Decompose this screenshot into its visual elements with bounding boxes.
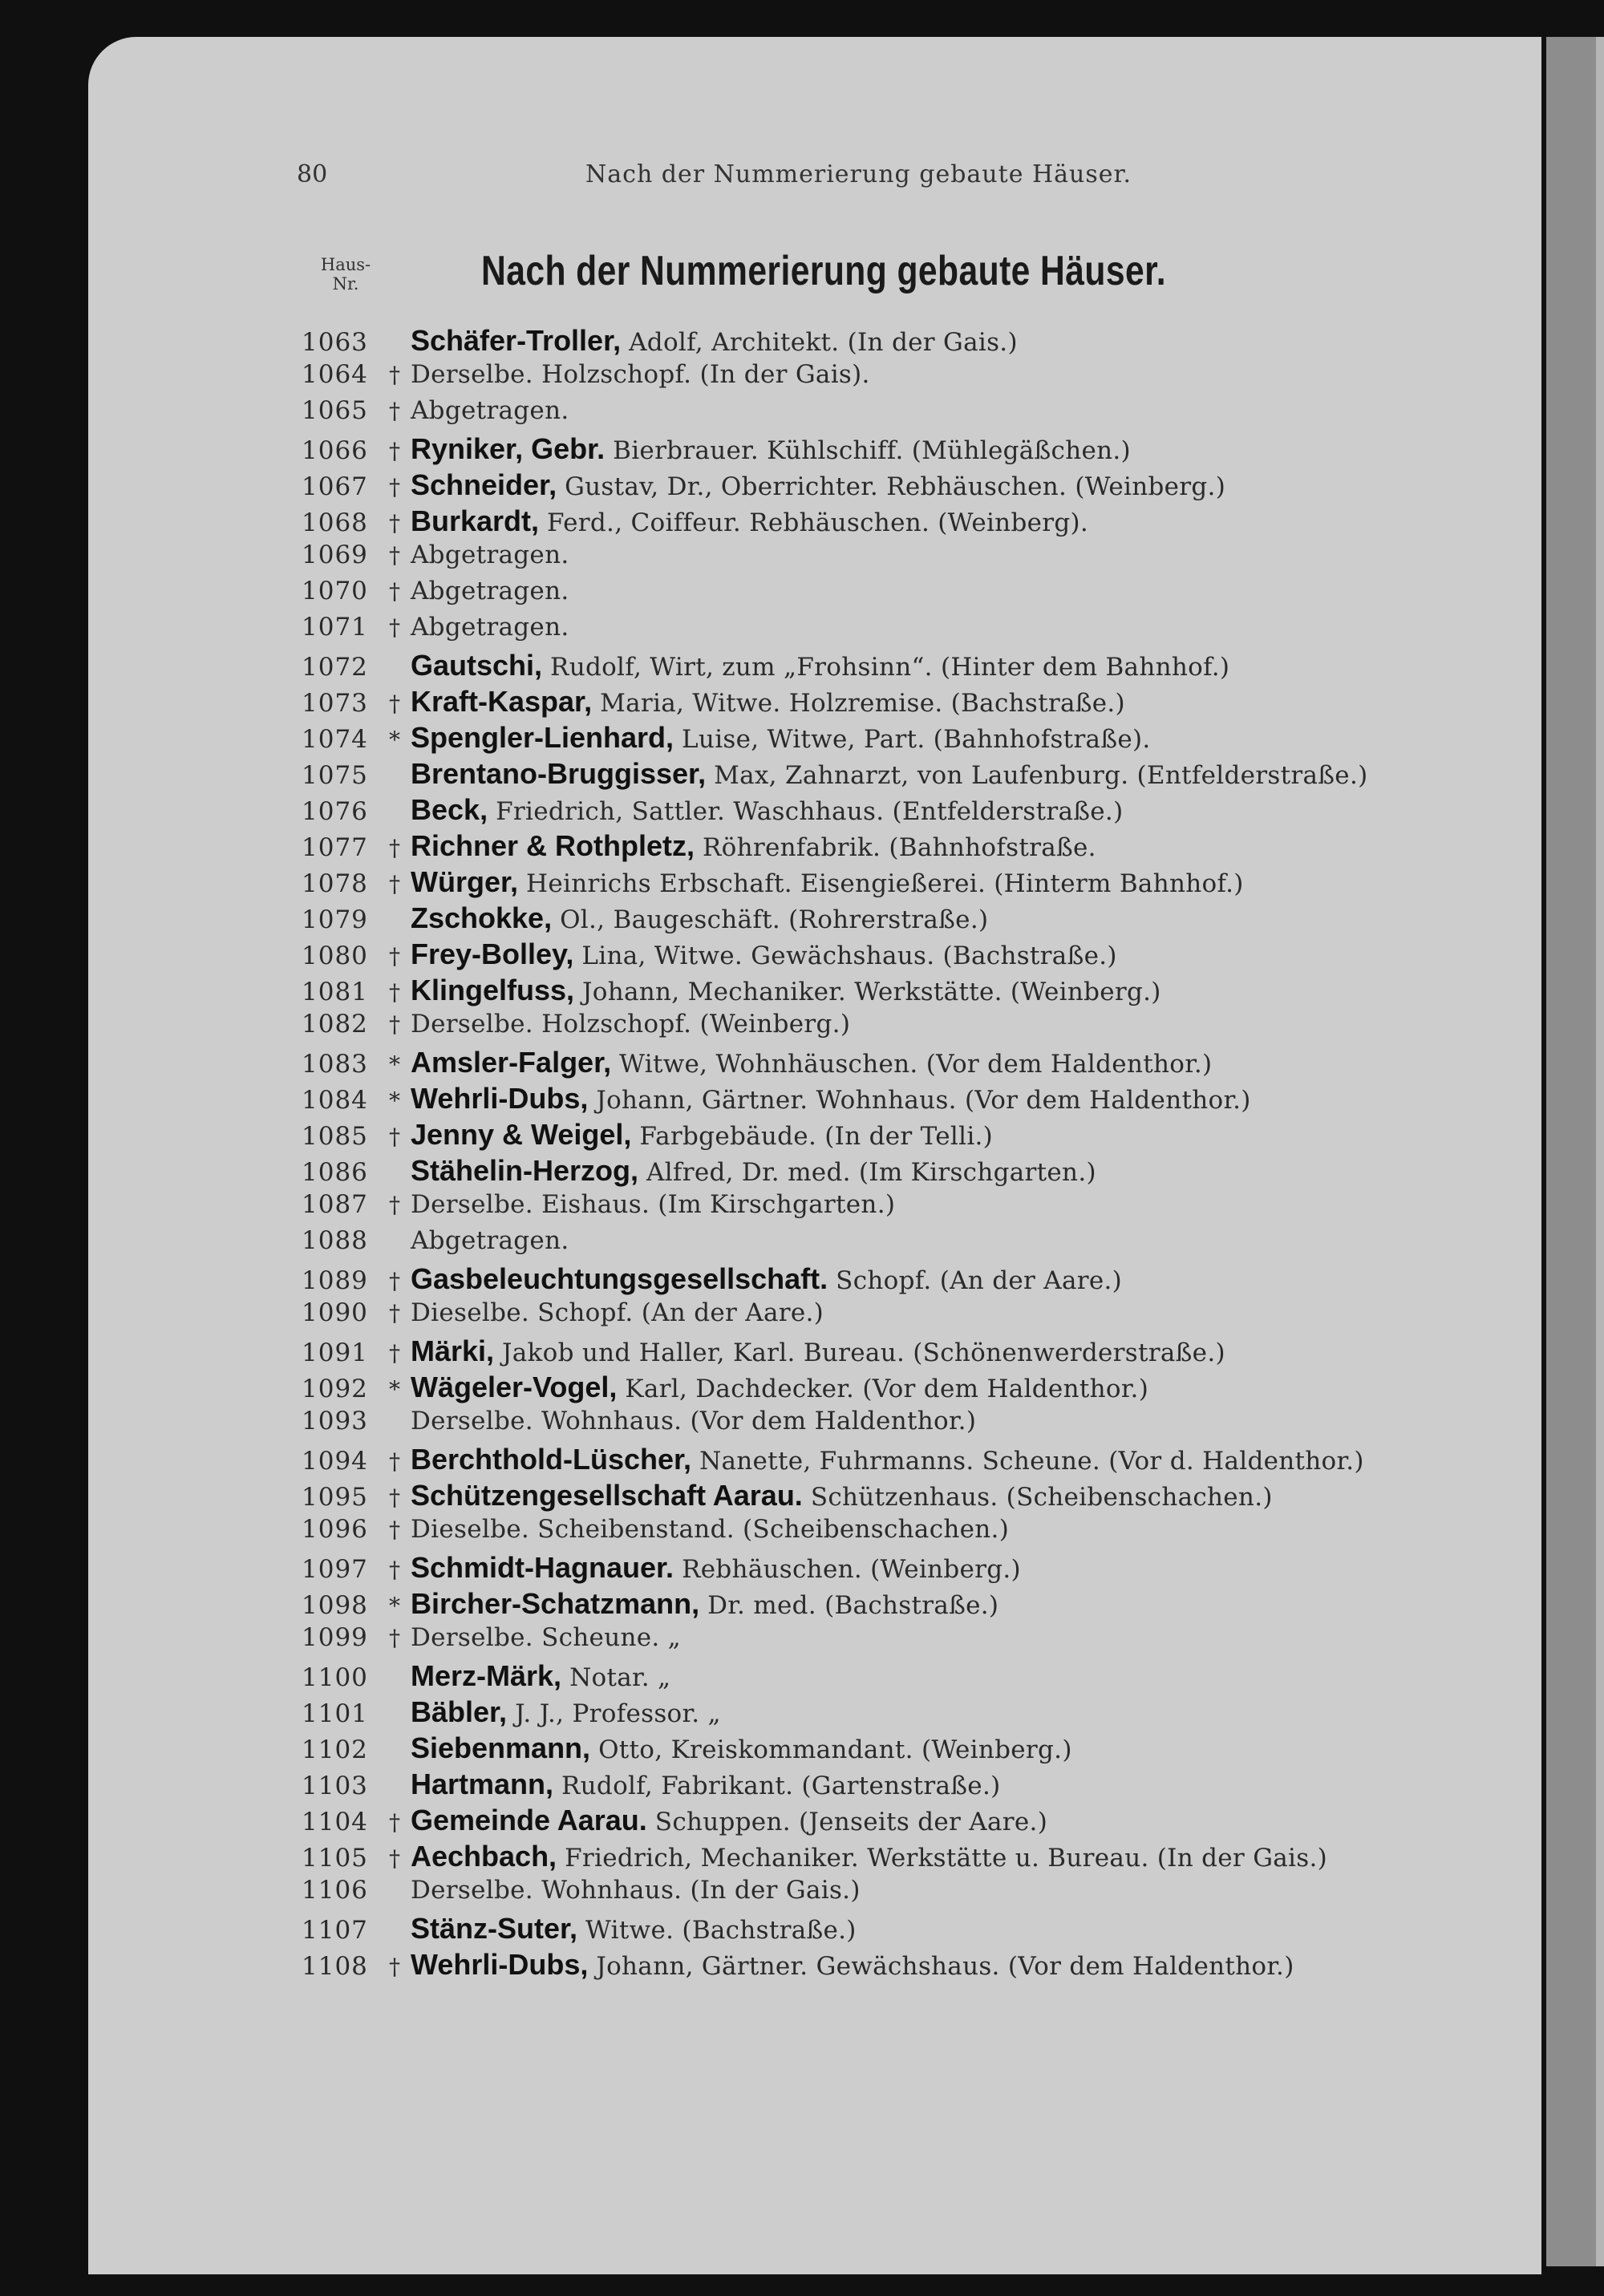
list-item [302,324,1505,360]
entry-mark: † [389,362,400,388]
house-number: 1101 [302,1699,368,1728]
entry-mark: † [389,1557,400,1583]
owner-name: Würger, [411,865,519,898]
owner-name: Siebenmann, [411,1731,591,1764]
entry-mark: † [389,1625,400,1651]
entry-description: J. J., Professor. „ [515,1699,721,1728]
house-number: 1081 [302,978,368,1006]
list-item [302,1515,1505,1551]
owner-name: Gasbeleuchtungsgesellschaft. [411,1262,828,1295]
entry-mark: † [389,578,400,605]
entry-description: Röhrenfabrik. (Bahnhofstraße. [703,833,1096,862]
entry-description: Gustav, Dr., Oberrichter. Rebhäuschen. (Weinberg.) [565,472,1226,501]
owner-name: Stänz-Suter, [411,1912,578,1945]
entry-mark: † [389,398,400,424]
page-number: 80 [297,160,328,188]
list-item [302,396,1505,432]
entry-mark: † [389,614,400,641]
entry-mark: † [389,1011,400,1038]
entry-description: Jakob und Haller, Karl. Bureau. (Schönenwerderstraße.) [502,1338,1225,1367]
list-item [302,1443,1505,1479]
house-number: 1071 [302,613,368,642]
entry-description: Abgetragen. [411,396,569,425]
owner-name: Ryniker, Gebr. [411,432,606,465]
list-item [302,721,1505,757]
house-number: 1108 [302,1952,368,1981]
house-number: 1070 [302,577,368,605]
list-item [302,901,1505,937]
owner-name: Burkardt, [411,504,540,537]
house-number: 1080 [302,941,368,970]
house-number: 1069 [302,541,368,569]
list-item [302,1371,1505,1407]
house-number: 1106 [302,1876,368,1905]
list-item [302,1082,1505,1118]
house-number: 1097 [302,1555,368,1584]
owner-name: Schneider, [411,468,557,501]
list-item [302,360,1505,396]
entry-description: Notar. „ [569,1663,671,1692]
entry-mark: † [389,1448,400,1475]
entry-description: Nanette, Fuhrmanns. Scheune. (Vor d. Haldenthor.) [699,1447,1364,1476]
house-number: 1093 [302,1407,368,1436]
entry-mark: † [389,1268,400,1294]
entry-description: Ferd., Coiffeur. Rebhäuschen. (Weinberg). [547,508,1089,537]
owner-name: Berchthold-Lüscher, [411,1443,692,1476]
entry-description: Derselbe. Holzschopf. (Weinberg.) [411,1010,851,1039]
list-item [302,504,1505,541]
owner-name: Schäfer-Troller, [411,324,622,357]
entry-description: Otto, Kreiskommandant. (Weinberg.) [598,1735,1072,1764]
entry-description: Abgetragen. [411,613,569,642]
adjacent-page-edge [1546,37,1596,2266]
entry-description: Johann, Gärtner. Wohnhaus. (Vor dem Haldenthor.) [596,1086,1251,1115]
entry-mark: † [389,1809,400,1836]
owner-name: Merz-Märk, [411,1659,562,1692]
house-number: 1077 [302,833,368,862]
owner-name: Amsler-Falger, [411,1046,612,1079]
list-item [302,432,1505,468]
owner-name: Gautschi, [411,649,543,682]
list-item [302,1587,1505,1623]
list-item [302,1876,1505,1912]
owner-name: Wägeler-Vogel, [411,1371,618,1403]
owner-name: Stähelin-Herzog, [411,1154,639,1187]
entry-description: Schopf. (An der Aare.) [836,1266,1123,1295]
house-number: 1104 [302,1808,368,1836]
entry-description: Friedrich, Sattler. Waschhaus. (Entfelderstraße.) [496,797,1124,826]
list-item [302,1912,1505,1948]
house-number: 1075 [302,761,368,790]
entry-mark: * [389,1376,400,1403]
entry-mark: † [389,510,400,537]
house-number: 1063 [302,328,368,357]
list-item [302,1623,1505,1659]
owner-name: Gemeinde Aarau. [411,1804,647,1836]
entry-description: Rudolf, Fabrikant. (Gartenstraße.) [561,1772,1001,1800]
entry-mark: * [389,1593,400,1619]
entry-description: Bierbrauer. Kühlschiff. (Mühlegäßchen.) [613,436,1131,465]
house-number: 1082 [302,1010,368,1039]
entry-description: Abgetragen. [411,541,569,569]
owner-name: Richner & Rothpletz, [411,829,695,862]
house-number: 1100 [302,1663,368,1692]
house-number: 1085 [302,1122,368,1151]
owner-name: Frey-Bolley, [411,937,574,970]
column-header [310,255,382,294]
entry-description: Max, Zahnarzt, von Laufenburg. (Entfelderstraße.) [714,761,1368,790]
house-number: 1067 [302,472,368,501]
entry-description: Rudolf, Wirt, zum „Frohsinn“. (Hinter dem Bahnhof.) [550,653,1230,682]
entry-mark: † [389,542,400,569]
entry-description: Farbgebäude. (In der Telli.) [639,1122,994,1151]
house-number: 1066 [302,436,368,465]
list-item [302,1154,1505,1190]
house-number: 1065 [302,396,368,425]
entry-description: Derselbe. Eishaus. (Im Kirschgarten.) [411,1190,896,1219]
entry-description: Alfred, Dr. med. (Im Kirschgarten.) [646,1158,1096,1187]
entry-description: Dieselbe. Scheibenstand. (Scheibenschachen.) [411,1515,1010,1544]
entry-mark: † [389,1192,400,1218]
owner-name: Hartmann, [411,1768,554,1800]
house-number: 1091 [302,1338,368,1367]
entry-description: Dr. med. (Bachstraße.) [707,1591,999,1620]
house-number: 1068 [302,508,368,537]
entry-description: Schuppen. (Jenseits der Aare.) [654,1808,1048,1836]
owner-name: Zschokke, [411,901,553,934]
entry-mark: * [389,1087,400,1114]
house-number: 1103 [302,1772,368,1800]
list-item [302,649,1505,685]
entry-mark: † [389,690,400,717]
owner-name: Schmidt-Hagnauer. [411,1551,674,1584]
house-number: 1098 [302,1591,368,1620]
house-number: 1096 [302,1515,368,1544]
entry-description: Abgetragen. [411,577,569,605]
house-number: 1105 [302,1844,368,1873]
list-item [302,541,1505,577]
house-number: 1078 [302,869,368,898]
house-number: 1084 [302,1086,368,1115]
list-item [302,1731,1505,1768]
owner-name: Brentano-Bruggisser, [411,757,707,790]
list-item [302,974,1505,1010]
entry-description: Luise, Witwe, Part. (Bahnhofstraße). [682,725,1151,754]
entry-mark: † [389,1340,400,1367]
list-item [302,1262,1505,1298]
entry-description: Adolf, Architekt. (In der Gais.) [629,328,1018,357]
entry-description: Derselbe. Scheune. „ [411,1623,682,1652]
list-item [302,1190,1505,1226]
owner-name: Bircher-Schatzmann, [411,1587,700,1620]
house-list [302,324,1505,1984]
owner-name: Spengler-Lienhard, [411,721,674,754]
entry-description: Schützenhaus. (Scheibenschachen.) [810,1483,1273,1512]
entry-mark: † [389,835,400,861]
list-item [302,577,1505,613]
house-number: 1072 [302,653,368,682]
entry-description: Witwe, Wohnhäuschen. (Vor dem Haldenthor.) [619,1050,1213,1079]
page-title: Nach der Nummerierung gebaute Häuser. [481,248,1167,294]
column-header-line-2: Nr. [332,274,359,294]
house-number: 1094 [302,1447,368,1476]
entry-description: Heinrichs Erbschaft. Eisengießerei. (Hinterm Bahnhof.) [526,869,1244,898]
entry-mark: * [389,1051,400,1078]
owner-name: Aechbach, [411,1840,557,1873]
owner-name: Bäbler, [411,1695,508,1728]
house-number: 1076 [302,797,368,826]
entry-description: Abgetragen. [411,1226,569,1255]
list-item [302,1948,1505,1984]
column-header-line-1: Haus- [320,255,371,274]
owner-name: Wehrli-Dubs, [411,1948,589,1981]
list-item [302,793,1505,829]
list-item [302,1046,1505,1082]
entry-mark: † [389,1124,400,1150]
list-item [302,829,1505,865]
house-number: 1099 [302,1623,368,1652]
entry-description: Derselbe. Wohnhaus. (In der Gais.) [411,1876,861,1905]
house-number: 1089 [302,1266,368,1295]
entry-description: Friedrich, Mechaniker. Werkstätte u. Bureau. (In der Gais.) [565,1844,1328,1873]
house-number: 1064 [302,360,368,389]
entry-mark: † [389,871,400,897]
entry-mark: † [389,474,400,500]
owner-name: Märki, [411,1334,495,1367]
owner-name: Schützengesellschaft Aarau. [411,1479,803,1512]
entry-description: Derselbe. Wohnhaus. (Vor dem Haldenthor.) [411,1407,977,1436]
entry-mark: † [389,1516,400,1543]
house-number: 1092 [302,1375,368,1403]
entry-mark: † [389,943,400,970]
house-number: 1079 [302,905,368,934]
owner-name: Kraft-Kaspar, [411,685,593,718]
list-item [302,1479,1505,1515]
house-number: 1088 [302,1226,368,1255]
owner-name: Klingelfuss, [411,974,575,1006]
owner-name: Jenny & Weigel, [411,1118,632,1151]
owner-name: Wehrli-Dubs, [411,1082,589,1115]
list-item [302,1298,1505,1334]
list-item [302,1010,1505,1046]
entry-description: Derselbe. Holzschopf. (In der Gais). [411,360,870,389]
house-number: 1086 [302,1158,368,1187]
house-number: 1074 [302,725,368,754]
list-item [302,1226,1505,1262]
list-item [302,1659,1505,1695]
entry-description: Lina, Witwe. Gewächshaus. (Bachstraße.) [581,941,1117,970]
list-item [302,685,1505,721]
entry-description: Dieselbe. Schopf. (An der Aare.) [411,1298,824,1327]
list-item [302,1804,1505,1840]
entry-mark: † [389,1845,400,1872]
list-item [302,1551,1505,1587]
house-number: 1083 [302,1050,368,1079]
entry-description: Karl, Dachdecker. (Vor dem Haldenthor.) [625,1375,1149,1403]
entry-description: Ol., Baugeschäft. (Rohrerstraße.) [560,905,989,934]
list-item [302,1334,1505,1371]
list-item [302,1118,1505,1154]
entry-description: Johann, Mechaniker. Werkstätte. (Weinberg.) [582,978,1161,1006]
adjacent-page-edge-light [1596,37,1604,2266]
entry-description: Rebhäuschen. (Weinberg.) [682,1555,1021,1584]
list-item [302,757,1505,793]
house-number: 1087 [302,1190,368,1219]
list-item [302,1840,1505,1876]
list-item [302,468,1505,504]
house-number: 1073 [302,689,368,718]
house-number: 1095 [302,1483,368,1512]
list-item [302,1768,1505,1804]
entry-mark: † [389,1300,400,1326]
list-item [302,1407,1505,1443]
house-number: 1107 [302,1916,368,1945]
list-item [302,1695,1505,1731]
entry-description: Johann, Gärtner. Gewächshaus. (Vor dem Haldenthor.) [596,1952,1294,1981]
house-number: 1090 [302,1298,368,1327]
house-number: 1102 [302,1735,368,1764]
list-item [302,865,1505,901]
entry-mark: † [389,438,400,464]
running-title: Nach der Nummerierung gebaute Häuser. [585,160,1132,188]
list-item [302,937,1505,974]
entry-mark: † [389,1484,400,1511]
entry-mark: † [389,979,400,1006]
list-item [302,613,1505,649]
entry-mark: * [389,727,400,753]
entry-description: Maria, Witwe. Holzremise. (Bachstraße.) [600,689,1125,718]
owner-name: Beck, [411,793,488,826]
entry-description: Witwe. (Bachstraße.) [585,1916,857,1945]
entry-mark: † [389,1954,400,1980]
